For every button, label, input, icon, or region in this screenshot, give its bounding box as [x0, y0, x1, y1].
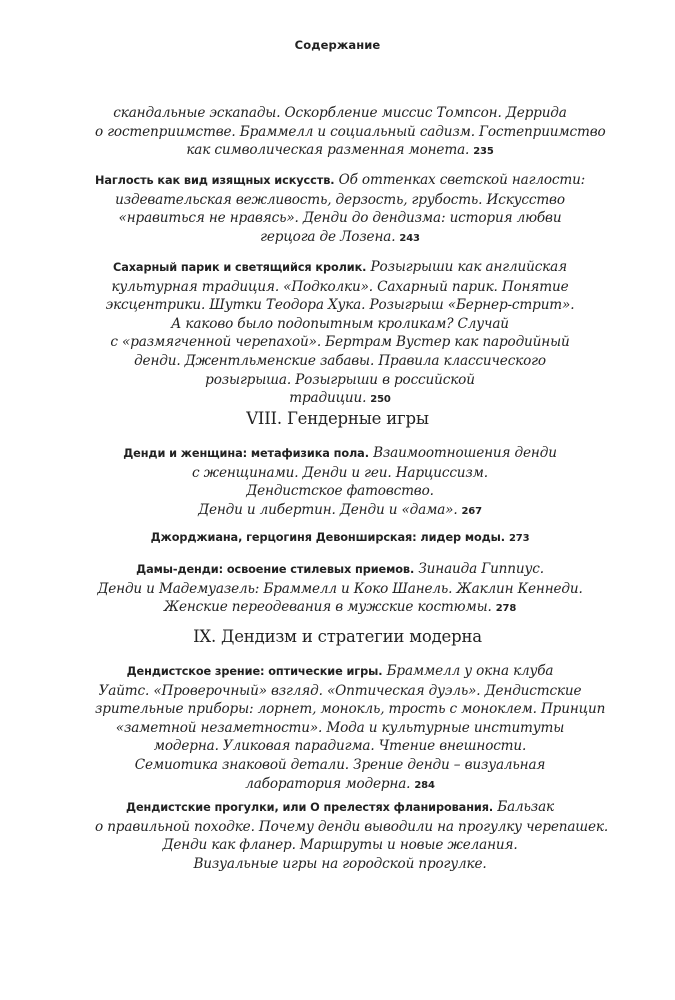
entry-line: лаборатория модерна.	[245, 775, 411, 792]
entry-title: Сахарный парик и светящийся кролик.	[113, 261, 367, 274]
entry-line: Зинаида Гиппиус.	[418, 561, 544, 577]
entry-title: Денди и женщина: метафизика пола.	[123, 447, 369, 460]
entry-line: Визуальные игры на городской прогулке.	[193, 855, 487, 872]
entry-line: Уайтс. «Проверочный» взгляд. «Оптическая дуэль». Дендистские	[98, 682, 582, 699]
entry-line: с «размягченной черепахой». Бертрам Вустер как пародийный	[110, 334, 570, 351]
entry-line: культурная традиция. «Подколки». Сахарный парик. Понятие	[111, 278, 569, 295]
toc-entry	[95, 560, 585, 619]
part-heading: IX. Дендизм и стратегии модерна	[193, 627, 482, 646]
toc-entry	[95, 258, 585, 410]
page-number: 267	[461, 505, 482, 517]
entry-line: розыгрыша. Розыгрыши в российской	[205, 371, 475, 388]
toc-entry	[95, 444, 585, 521]
entry-title: Дендистские прогулки, или О прелестях фланирования.	[125, 801, 494, 814]
entry-line: Семиотика знаковой детали. Зрение денди – визуальная	[134, 756, 546, 773]
entry-line: о правильной походке. Почему денди выводили на прогулку черепашек.	[95, 818, 609, 835]
page-number: 273	[508, 533, 530, 544]
entry-line: А каково было подопытным кроликам? Случай	[171, 315, 509, 332]
entry-line: издевательская вежливость, дерзость, грубость. Искусство	[115, 191, 565, 208]
entry-line: Денди как фланер. Маршруты и новые желания.	[162, 837, 518, 854]
page-number: 250	[370, 394, 391, 406]
entry-line: с женщинами. Денди и геи. Нарциссизм.	[192, 464, 488, 481]
page-number: 235	[473, 146, 494, 158]
page-number: 278	[495, 603, 517, 615]
page-number: 243	[399, 232, 420, 244]
entry-line: традиции.	[289, 390, 367, 407]
entry-line: Об оттенках светской наглости:	[338, 172, 586, 188]
entry-line: зрительные приборы: лорнет, монокль, трость с моноклем. Принцип	[95, 701, 606, 718]
entry-line: скандальные эскапады. Оскорбление миссис Томпсон. Деррида	[113, 105, 567, 121]
page-number: 284	[414, 779, 435, 791]
entry-line: как символическая разменная монета.	[186, 142, 470, 159]
toc-entry	[95, 171, 585, 248]
toc-entry	[95, 798, 609, 873]
entry-line: модерна. Уликовая парадигма. Чтение внешности.	[153, 738, 527, 755]
entry-title: Дамы-денди: освоение стилевых приемов.	[136, 563, 415, 576]
entry-title: Джорджиана, герцогиня Девонширская: лидер моды.	[150, 531, 505, 544]
entry-line: «нравиться не нравясь». Денди до дендизма: история любви	[118, 210, 562, 227]
entry-line: Розыгрыши как английская	[370, 259, 567, 275]
entry-line: Браммелл у окна клуба	[386, 663, 554, 679]
entry-line: Денди и Мадемуазель: Браммелл и Коко Шанель. Жаклин Кеннеди.	[97, 580, 583, 597]
entry-line: Женские переодевания в мужские костюмы.	[163, 599, 492, 616]
entry-title: Дендистское зрение: оптические игры.	[126, 665, 383, 678]
entry-line: Денди и либертин. Денди и «дама».	[198, 501, 458, 518]
entry-line: Взаимоотношения денди	[373, 445, 557, 461]
toc-entry	[95, 662, 606, 795]
toc-entry	[95, 104, 606, 162]
entry-line: «заметной незаметности». Мода и культурные институты	[115, 719, 565, 736]
entry-title: Наглость как вид изящных искусств.	[95, 174, 335, 187]
entry-line: о гостеприимстве. Браммелл и социальный садизм. Гостеприимство	[95, 123, 606, 140]
entry-line: эксцентрики. Шутки Теодора Хука. Розыгрыш «Бернер-стрит».	[105, 297, 575, 314]
part-heading: VIII. Гендерные игры	[246, 409, 429, 428]
toc-entry	[95, 528, 585, 549]
entry-line: Дендистское фатовство.	[246, 483, 434, 500]
entry-line: Бальзак	[497, 799, 554, 815]
entry-line: денди. Джентльменские забавы. Правила классического	[134, 352, 546, 369]
running-head: Содержание	[294, 38, 381, 52]
entry-line: герцога де Лозена.	[260, 228, 396, 245]
